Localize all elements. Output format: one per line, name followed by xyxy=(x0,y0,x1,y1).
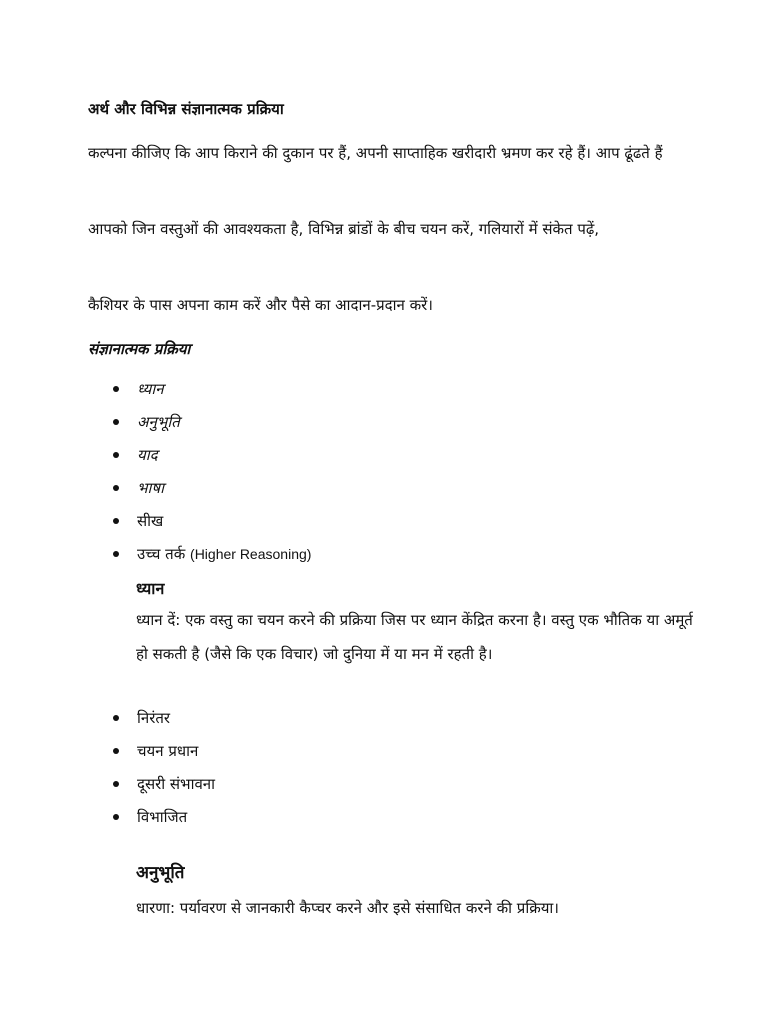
list-item xyxy=(111,768,215,801)
list-item xyxy=(111,538,311,571)
list-item xyxy=(111,801,215,834)
cognitive-process-list xyxy=(111,373,311,571)
document-title: अर्थ और विभिन्न संज्ञानात्मक प्रक्रिया xyxy=(88,100,284,118)
perception-heading: अनुभूति xyxy=(136,863,185,883)
attention-heading: ध्यान xyxy=(136,579,165,598)
attention-types-list xyxy=(111,702,215,834)
cognitive-process-heading: संज्ञानात्मक प्रक्रिया xyxy=(88,340,191,358)
list-item xyxy=(111,505,311,538)
bullet-icon xyxy=(113,781,119,787)
list-item xyxy=(111,373,311,406)
attention-type-sustained: निरंतर xyxy=(137,709,171,727)
bullet-icon xyxy=(113,518,119,524)
process-learning: सीख xyxy=(137,512,164,530)
attention-type-selective: चयन प्रधान xyxy=(137,742,199,760)
intro-paragraph-1: कल्पना कीजिए कि आप किराने की दुकान पर हैं, अपनी साप्ताहिक खरीदारी भ्रमण कर रहे हैं। आप ढूंढते हैं xyxy=(88,144,663,162)
list-item xyxy=(111,439,311,472)
intro-paragraph-3: कैशियर के पास अपना काम करें और पैसे का आदान-प्रदान करें। xyxy=(88,296,433,314)
bullet-icon xyxy=(113,748,119,754)
process-attention: ध्यान xyxy=(137,380,164,398)
list-item xyxy=(111,472,311,505)
attention-type-alternating: दूसरी संभावना xyxy=(137,775,216,793)
higher-reasoning-english: (Higher Reasoning) xyxy=(190,546,312,562)
bullet-icon xyxy=(113,419,119,425)
bullet-icon xyxy=(113,485,119,491)
attention-type-divided: विभाजित xyxy=(137,808,188,826)
list-item xyxy=(111,406,311,439)
process-higher-reasoning: उच्च तर्क xyxy=(137,545,186,563)
bullet-icon xyxy=(113,386,119,392)
bullet-icon xyxy=(113,452,119,458)
bullet-icon xyxy=(113,814,119,820)
bullet-icon xyxy=(113,715,119,721)
list-item xyxy=(111,735,215,768)
process-memory: याद xyxy=(137,446,158,464)
list-item xyxy=(111,702,215,735)
attention-description: ध्यान दें: एक वस्तु का चयन करने की प्रक्रिया जिस पर ध्यान केंद्रित करना है। वस्तु एक भौतिक या अमूर्त हो सकती है (जैसे कि एक विचार) जो दुनिया में या मन में रहती है। xyxy=(136,611,693,663)
process-perception: अनुभूति xyxy=(137,413,180,431)
perception-description: धारणा: पर्यावरण से जानकारी कैप्चर करने और इसे संसाधित करने की प्रक्रिया। xyxy=(136,899,559,917)
process-language: भाषा xyxy=(137,479,164,497)
intro-paragraph-2: आपको जिन वस्तुओं की आवश्यकता है, विभिन्न ब्रांडों के बीच चयन करें, गलियारों में संकेत पढ़ें, xyxy=(88,220,600,238)
bullet-icon xyxy=(113,551,119,557)
